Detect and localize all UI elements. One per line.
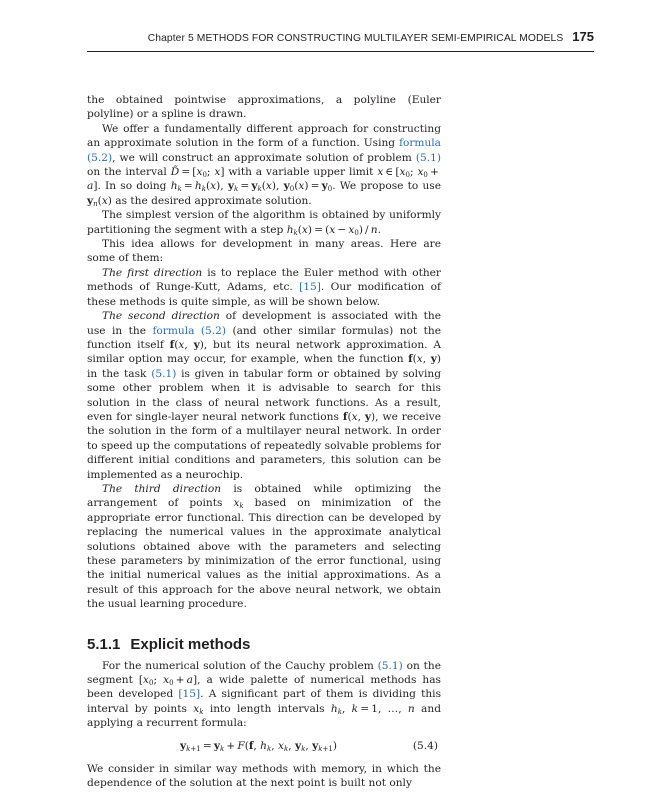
- paragraph: This idea allows for development in many areas. Here are some of them:: [87, 238, 441, 265]
- body-text: [87, 93, 441, 790]
- problem-link[interactable]: (5.1): [377, 659, 403, 672]
- formula-link[interactable]: formula (5.2): [152, 324, 227, 337]
- paragraph: The second direction of development is associated with the use in the formula (5.2) (and other similar formulas) not the function itself f(x, y), but its neural network approximation. A similar option may occur, for example, when the function f(x, y) in the task (5.1) is given in tabular form or obtained by solving some other problem when it is advisable to search for this solution in the class of neural network functions. As a result, even for single-layer neural network functions f(x, y), we receive the solution in the form of a multilayer neural network. In order to speed up the computations of repeatedly solvable problems for different initial conditions and parameters, this solution can be implemented as a neurochip.: [87, 310, 442, 481]
- section-number: 5.1.1: [87, 635, 121, 653]
- paragraph: We offer a fundamentally different approach for constructing an approximate solution in the form of a function. Using formula (5.2), we will construct an approximate solution of problem (5.1) on the interval D̃ = [$x_0$; x] with a variable upper limit x ∈ [$x_0$; $x_0 + a$]. In so doing $h_k = h_k(x)$, $y_k = y_k(x)$, $y_0(x) = y_0$. We propose to use $y_n(x)$ as the desired approximate solution.: [87, 122, 442, 208]
- equation-5-4: [87, 739, 441, 756]
- section-heading: [87, 636, 441, 654]
- paragraph: The first direction is to replace the Euler method with other methods of Runge-Kutt, Adams, etc. [15]. Our modification of these methods is quite simple, as will be shown below.: [87, 266, 441, 308]
- problem-link[interactable]: (5.1): [151, 367, 177, 380]
- paragraph: The simplest version of the algorithm is obtained by uniformly partitioning the segment with a step $h_k(x) = (x - x_0) / n$.: [87, 209, 441, 237]
- running-header: [0, 28, 594, 46]
- citation-link[interactable]: [15]: [178, 688, 201, 701]
- running-head: Chapter 5 METHODS FOR CONSTRUCTING MULTILAYER SEMI-EMPIRICAL MODELS: [147, 33, 564, 44]
- equation-content: $y_{k+1} = y_k + F(f$, $h_k$, $x_k$, $y_k$, $y_{k+1}$): [180, 739, 338, 753]
- paragraph: We consider in similar way methods with memory, in which the dependence of the solution at the next point is built not only: [87, 762, 441, 790]
- problem-link[interactable]: (5.1): [415, 151, 441, 164]
- paragraph: The third direction is obtained while optimizing the arrangement of points $x_k$ based on minimization of the appropriate error functional. This direction can be developed by replacing the numerical values in the approximate analytical solutions obtained above with the parameters and selecting these parameters by minimization of the error functional, using the initial numerical values as the initial approximations. As a result of this approach for the above neural network, we obtain the usual learning procedure.: [87, 482, 441, 611]
- paragraph: the obtained pointwise approximations, a polyline (Euler polyline) or a spline is drawn.: [87, 94, 441, 121]
- citation-link[interactable]: [15]: [299, 281, 321, 294]
- equation-number: (5.4): [412, 739, 438, 752]
- page-number: 175: [572, 29, 594, 44]
- section-title: Explicit methods: [130, 635, 251, 653]
- formula-link[interactable]: formula (5.2): [87, 137, 441, 164]
- paragraph: For the numerical solution of the Cauchy problem (5.1) on the segment [$x_0$; $x_0 + a$], a wide palette of numerical methods has been developed [15]. A significant part of them is dividing this interval by points $x_k$ into length intervals $h_k$, k = 1, …, n and applying a recurrent formula:: [87, 659, 442, 730]
- header-rule: [87, 51, 594, 52]
